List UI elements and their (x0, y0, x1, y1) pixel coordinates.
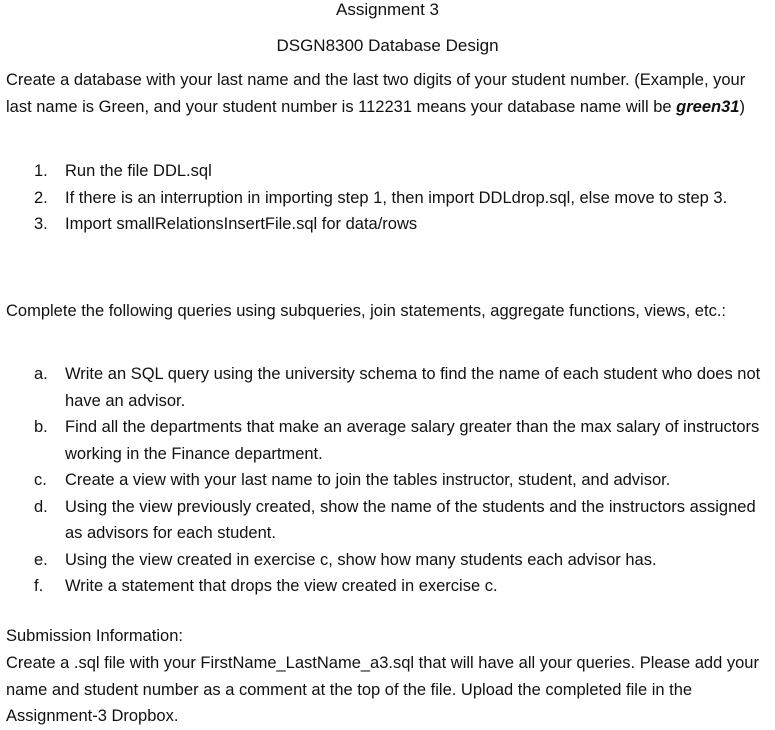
list-item (0, 158, 760, 185)
step-number: 2. (34, 188, 48, 207)
database-name-example: green31 (676, 97, 740, 116)
query-letter: c. (34, 471, 47, 489)
list-item (0, 211, 760, 238)
list-item (0, 494, 765, 547)
query-letter: d. (34, 497, 48, 516)
queries-list (0, 361, 765, 600)
list-item (0, 414, 765, 467)
list-item (0, 573, 765, 600)
setup-steps-list (0, 158, 760, 238)
query-text: Create a view with your last name to join the tables instructor, student, and advisor. (65, 471, 671, 489)
query-text: Write a statement that drops the view created in exercise c. (65, 577, 498, 595)
query-text: Find all the departments that make an average salary greater than the max salary of instructors working in the Finance department. (65, 418, 760, 463)
query-text: Write an SQL query using the university schema to find the name of each student who does not have an advisor. (65, 365, 761, 410)
list-item (0, 547, 765, 574)
step-text: Import smallRelationsInsertFile.sql for data/rows (65, 215, 418, 233)
query-text: Using the view previously created, show the name of the students and the instructors assigned as advisors for each student. (65, 497, 756, 542)
assignment-title: Assignment 3 (336, 0, 439, 19)
intro-text: Create a database with your last name and the last two digits of your student number. (Example, your last name is Green, and your student number is 112231 means your database name will be (6, 71, 746, 116)
step-number: 3. (34, 215, 48, 233)
step-text: If there is an interruption in importing step 1, then import DDLdrop.sql, else move to step 3. (65, 188, 728, 207)
step-text: Run the file DDL.sql (65, 162, 212, 180)
submission-text: Create a .sql file with your FirstName_LastName_a3.sql that will have all your queries. Please add your name and student number as a comment at the top of the file. Upload the completed file in the Assignment-3 Dropbox. (6, 654, 759, 725)
course-title: DSGN8300 Database Design (276, 36, 499, 55)
queries-instructions: Complete the following queries using subqueries, join statements, aggregate functions, views, etc.: (6, 302, 726, 320)
query-text: Using the view created in exercise c, show how many students each advisor has. (65, 550, 657, 569)
query-letter: b. (34, 418, 48, 436)
intro-text-end: ) (739, 97, 745, 116)
query-letter: a. (34, 365, 48, 383)
submission-heading: Submission Information: (6, 627, 183, 645)
query-letter: e. (34, 550, 48, 569)
list-item (0, 467, 765, 494)
list-item (0, 185, 760, 212)
intro-paragraph (6, 67, 771, 120)
query-letter: f. (34, 577, 44, 595)
list-item (0, 361, 765, 414)
step-number: 1. (34, 162, 48, 180)
